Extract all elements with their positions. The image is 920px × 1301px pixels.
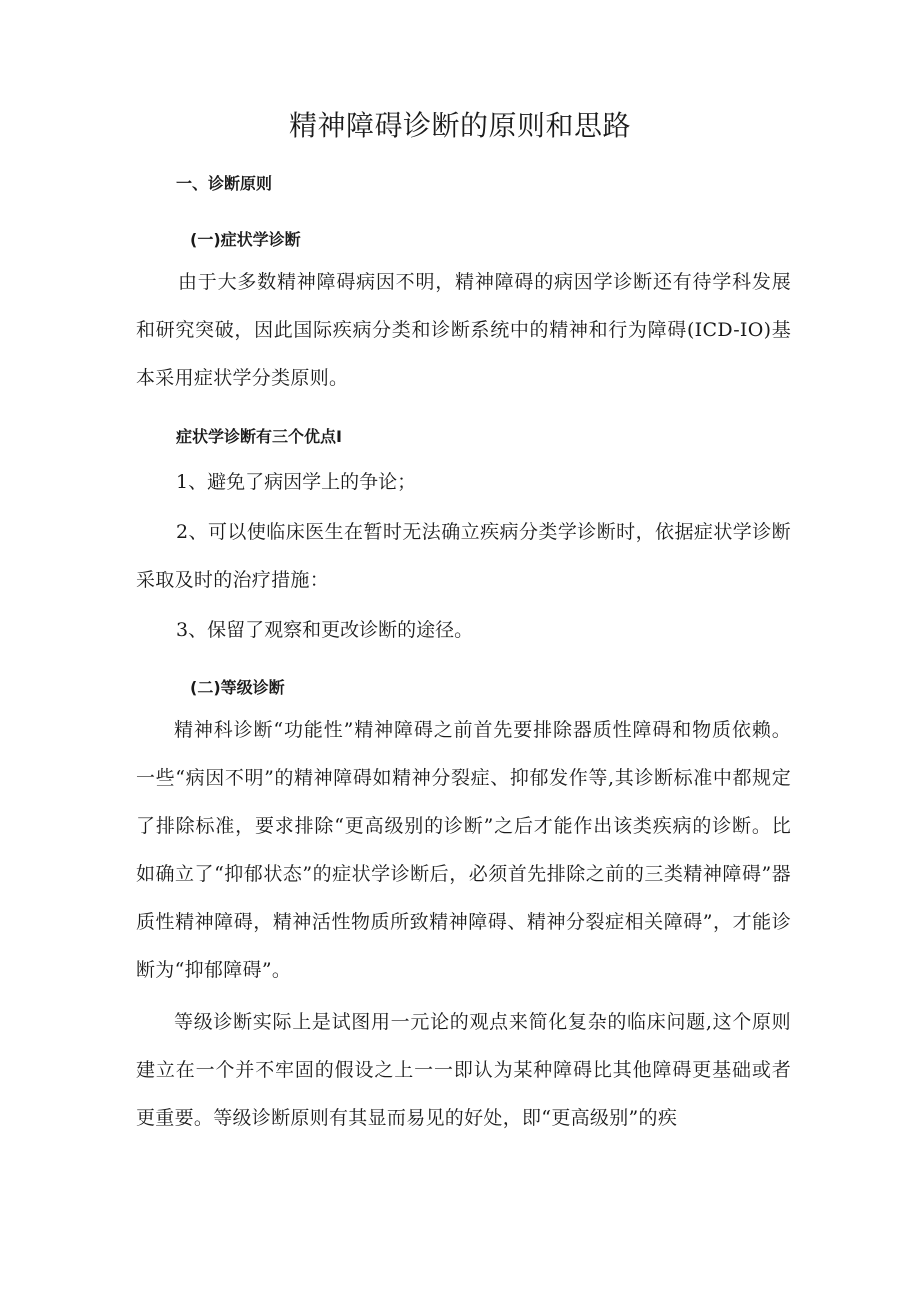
subsection-heading-symptomatic-diagnosis: (一)症状学诊断	[190, 230, 301, 249]
advantage-item-2: 2、可以使临床医生在暂时无法确立疾病分类学诊断时，依据症状学诊断采取及时的治疗措施：	[136, 521, 791, 591]
section-heading-diagnosis-principles: 一、诊断原则	[176, 174, 273, 193]
subsection-heading-hierarchical-diagnosis: (二)等级诊断	[190, 678, 285, 697]
advantages-heading: 症状学诊断有三个优点I	[176, 427, 342, 446]
paragraph-symptomatic-diagnosis: 由于大多数精神障碍病因不明，精神障碍的病因学诊断还有待学科发展和研究突破，因此国际疾病分类和诊断系统中的精神和行为障碍(ICD-IO)基本采用症状学分类原则。	[136, 271, 791, 389]
advantage-item-1: 1、避免了病因学上的争论；	[176, 471, 417, 493]
advantage-item-3: 3、保留了观察和更改诊断的途径。	[176, 619, 474, 641]
paragraph-hierarchical-diagnosis-1: 精神科诊断“功能性”精神障碍之前首先要排除器质性障碍和物质依赖。一些“病因不明”的精神障碍如精神分裂症、抑郁发作等,其诊断标准中都规定了排除标准，要求排除“更高级别的诊断”之后才能作出该类疾病的诊断。比如确立了“抑郁状态”的症状学诊断后，必须首先排除之前的三类精神障碍”器质性精神障碍，精神活性物质所致精神障碍、精神分裂症相关障碍”，才能诊断为“抑郁障碍”。	[136, 719, 791, 981]
paragraph-hierarchical-diagnosis-2: 等级诊断实际上是试图用一元论的观点来简化复杂的临床问题,这个原则建立在一个并不牢固的假设之上一一即认为某种障碍比其他障碍更基础或者更重要。等级诊断原则有其显而易见的好处，即“更高级别”的疾	[136, 1011, 791, 1129]
document-title: 精神障碍诊断的原则和思路	[288, 109, 631, 142]
